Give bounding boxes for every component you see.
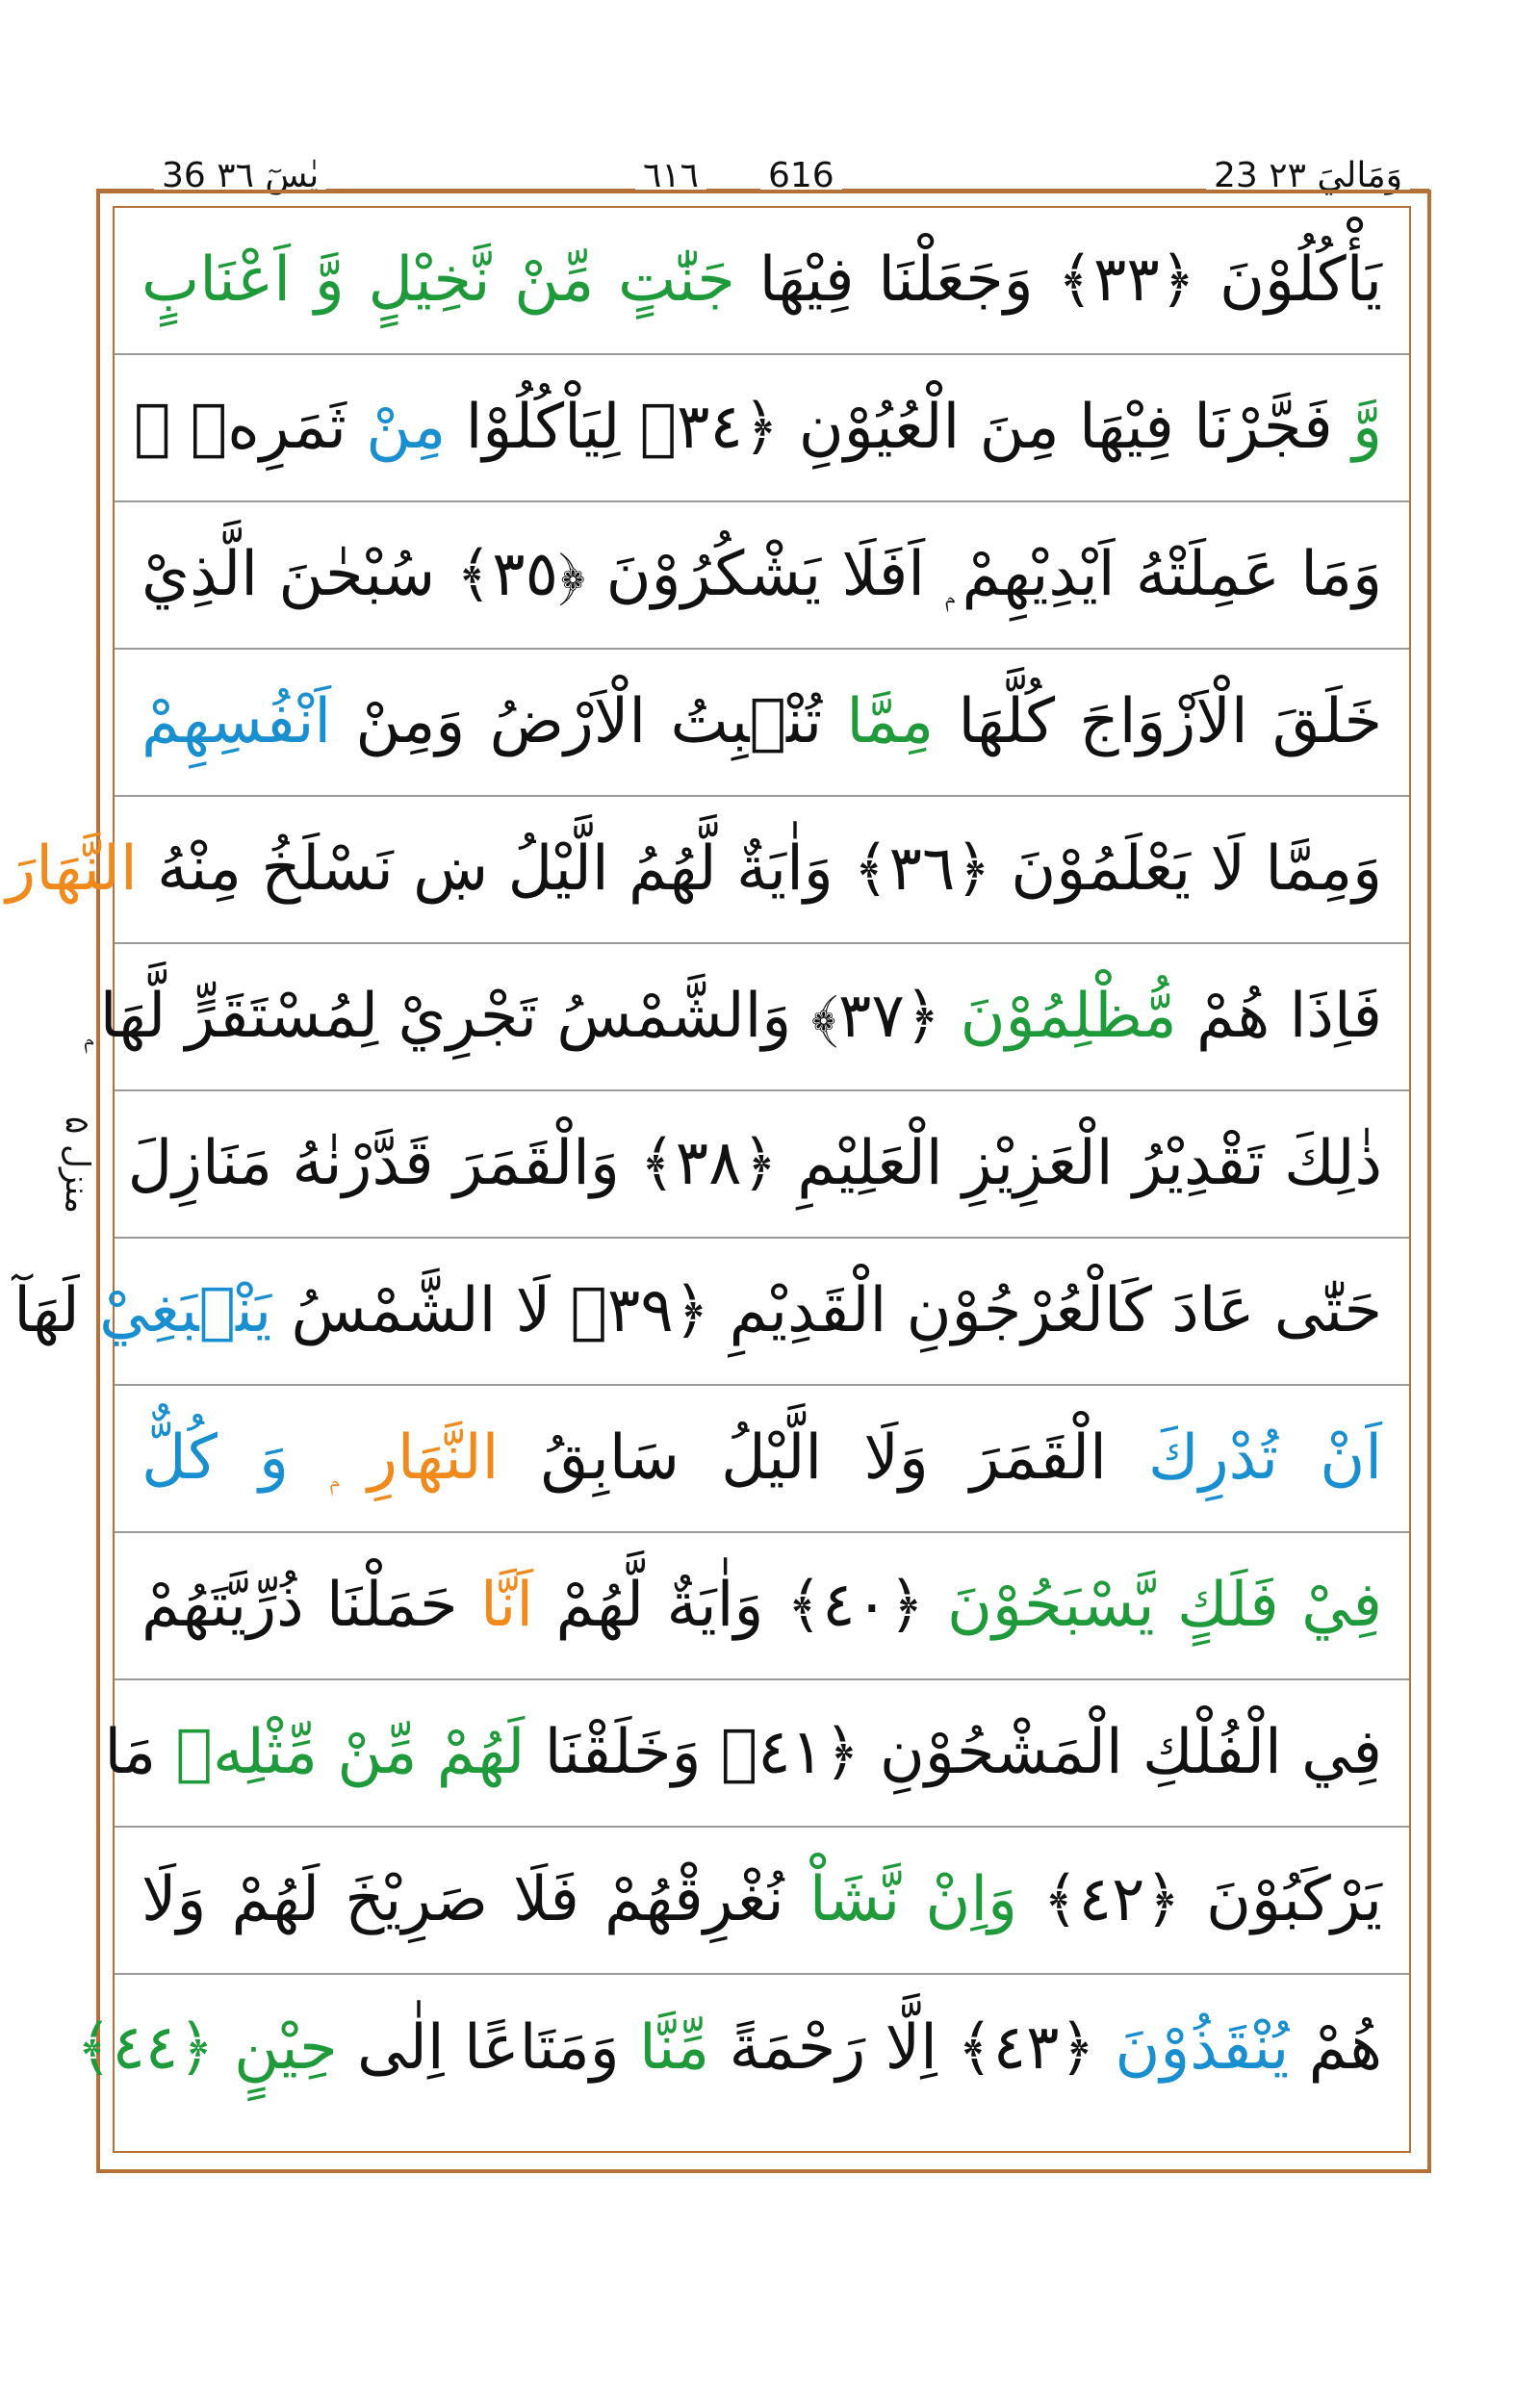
verse-text — [141, 207, 1382, 354]
verse-segment: مُّظْلِمُوْنَ — [940, 981, 1177, 1052]
verse-segment: اَنْ تُدْرِكَ — [1106, 1422, 1382, 1494]
verse-segment: النَّهَارِ ۭ — [289, 1422, 500, 1494]
verse-line — [104, 1680, 1409, 1828]
verse-segment: لَهَآ — [13, 1275, 80, 1346]
verse-text — [104, 1679, 1382, 1827]
verse-segment: تُنْۢبِتُ الْاَرْضُ وَمِنْ — [331, 686, 823, 757]
verse-line — [115, 1386, 1409, 1533]
verse-line — [76, 1975, 1409, 2122]
verse-segment: اَنْفُسِهِمْ — [141, 686, 332, 757]
verse-segment: حِيْنٍ ﴿٤٤﴾ — [76, 2012, 338, 2084]
verse-segment: مِنْ — [346, 392, 447, 463]
verse-segment: وَمِمَّا لَا يَعْلَمُوْنَ ﴿٣٦﴾ وَاٰيَةٌ لَّهُمُ الَّيْلُ ښ نَسْلَخُ مِنْهُ — [137, 833, 1382, 905]
verse-line — [6, 797, 1409, 944]
verse-line — [115, 355, 1409, 502]
verse-line — [84, 944, 1409, 1091]
verse-line — [115, 650, 1409, 797]
verse-segment: فَجَّرْنَا فِيْهَا مِنَ الْعُيُوْنِ ﴿٣٤﴾ لِيَاْكُلُوْا — [446, 392, 1333, 463]
verse-line — [13, 1239, 1409, 1386]
verse-text — [134, 354, 1382, 501]
verse-text — [76, 1975, 1382, 2122]
verse-text — [127, 1090, 1382, 1238]
verse-text — [6, 796, 1382, 943]
verse-text — [13, 1238, 1382, 1385]
verse-segment: وَاِنْ نَّشَاْ — [783, 1864, 1018, 1935]
verse-segment: مِّنَّا — [619, 2012, 710, 2084]
verse-segment: يُنْقَذُوْنَ — [1094, 2012, 1290, 2084]
verse-segment: لَهُمْ مِّنْ مِّثْلِهٖ — [156, 1717, 526, 1788]
verse-text — [141, 1532, 1382, 1679]
verse-segment: وَمَتَاعًا اِلٰى — [337, 2012, 620, 2084]
verse-segment: ﴿٣٧﴾ وَالشَّمْسُ تَجْرِيْ لِمُسْتَقَرٍّ لَّهَا ۭ — [84, 981, 941, 1052]
verse-segment: فِي الْفُلْكِ الْمَشْحُوْنِ ﴿٤١﴾ وَخَلَقْنَا — [525, 1717, 1382, 1788]
verse-segment: مِمَّا — [822, 686, 935, 757]
verse-segment: يَنْۢبَغِيْ — [79, 1275, 272, 1346]
verse-text — [141, 1827, 1382, 1974]
verse-segment: النَّهَارَ — [6, 833, 138, 905]
verse-segment: فَاِذَا هُمْ — [1176, 981, 1382, 1052]
verse-segment: فِيْ فَلَكٍ يَّسْبَحُوْنَ — [924, 1570, 1383, 1641]
verse-line — [115, 502, 1409, 650]
verse-line — [115, 1828, 1409, 1975]
page-number-arabic: ٦١٦ — [635, 154, 706, 198]
verse-segment: وَّ — [1332, 392, 1382, 463]
surah-name: 36 يٰسٓ ٣٦ — [154, 154, 326, 198]
verse-line — [115, 1091, 1409, 1239]
manzil-marker: منزل ۵ — [58, 1116, 96, 1215]
verse-line — [115, 208, 1409, 355]
page-number: 616 — [760, 154, 842, 198]
verse-segment: اَنَّا — [457, 1570, 534, 1641]
verse-text — [84, 943, 1382, 1090]
verse-segment: ﴿٤٣﴾ اِلَّا رَحْمَةً — [709, 2012, 1095, 2084]
verse-segment: وَمَا عَمِلَتْهُ اَيْدِيْهِمْ ۭ اَفَلَا يَشْكُرُوْنَ ﴿٣٥﴾ سُبْحٰنَ الَّذِيْ — [141, 539, 1382, 610]
verse-segment: ثَمَرِهٖ ۙ — [134, 392, 346, 463]
verse-segment: يَأْكُلُوْنَ ﴿٣٣﴾ وَجَعَلْنَا فِيْهَا — [734, 244, 1383, 316]
verse-segment: مَا — [104, 1717, 157, 1788]
verse-segment: جَنّٰتٍ — [594, 244, 735, 316]
verse-segment: نُغْرِقْهُمْ فَلَا صَرِيْخَ لَهُمْ وَلَا — [141, 1864, 784, 1935]
verse-segment: حَمَلْنَا ذُرِّيَّتَهُمْ — [141, 1570, 458, 1641]
juz-name: 23 وَمَالِيَ ٢٣ — [1206, 154, 1410, 198]
verse-segment: مِّنْ نَّخِيْلٍ وَّ اَعْنَابٍ — [141, 244, 595, 316]
verse-line — [115, 1533, 1409, 1680]
verse-segment: ﴿٤٠﴾ وَاٰيَةٌ لَّهُمْ — [533, 1570, 925, 1641]
verse-text — [141, 649, 1382, 796]
verse-segment: وَ كُلٌّ — [141, 1422, 289, 1494]
verse-segment: الْقَمَرَ وَلَا الَّيْلُ سَابِقُ — [499, 1422, 1107, 1494]
verse-segment: هُمْ — [1289, 2012, 1382, 2084]
verse-segment: ذٰلِكَ تَقْدِيْرُ الْعَزِيْزِ الْعَلِيْمِ ﴿٣٨﴾ وَالْقَمَرَ قَدَّرْنٰهُ مَنَازِلَ — [127, 1128, 1382, 1199]
verse-text — [141, 501, 1382, 649]
verse-text — [141, 1385, 1382, 1532]
verse-segment: حَتّٰى عَادَ كَالْعُرْجُوْنِ الْقَدِيْمِ ﴿٣٩﴾ لَا الشَّمْسُ — [271, 1275, 1382, 1346]
verse-segment: يَرْكَبُوْنَ ﴿٤٢﴾ — [1017, 1864, 1383, 1935]
verse-segment: خَلَقَ الْاَزْوَاجَ كُلَّهَا — [934, 686, 1383, 757]
